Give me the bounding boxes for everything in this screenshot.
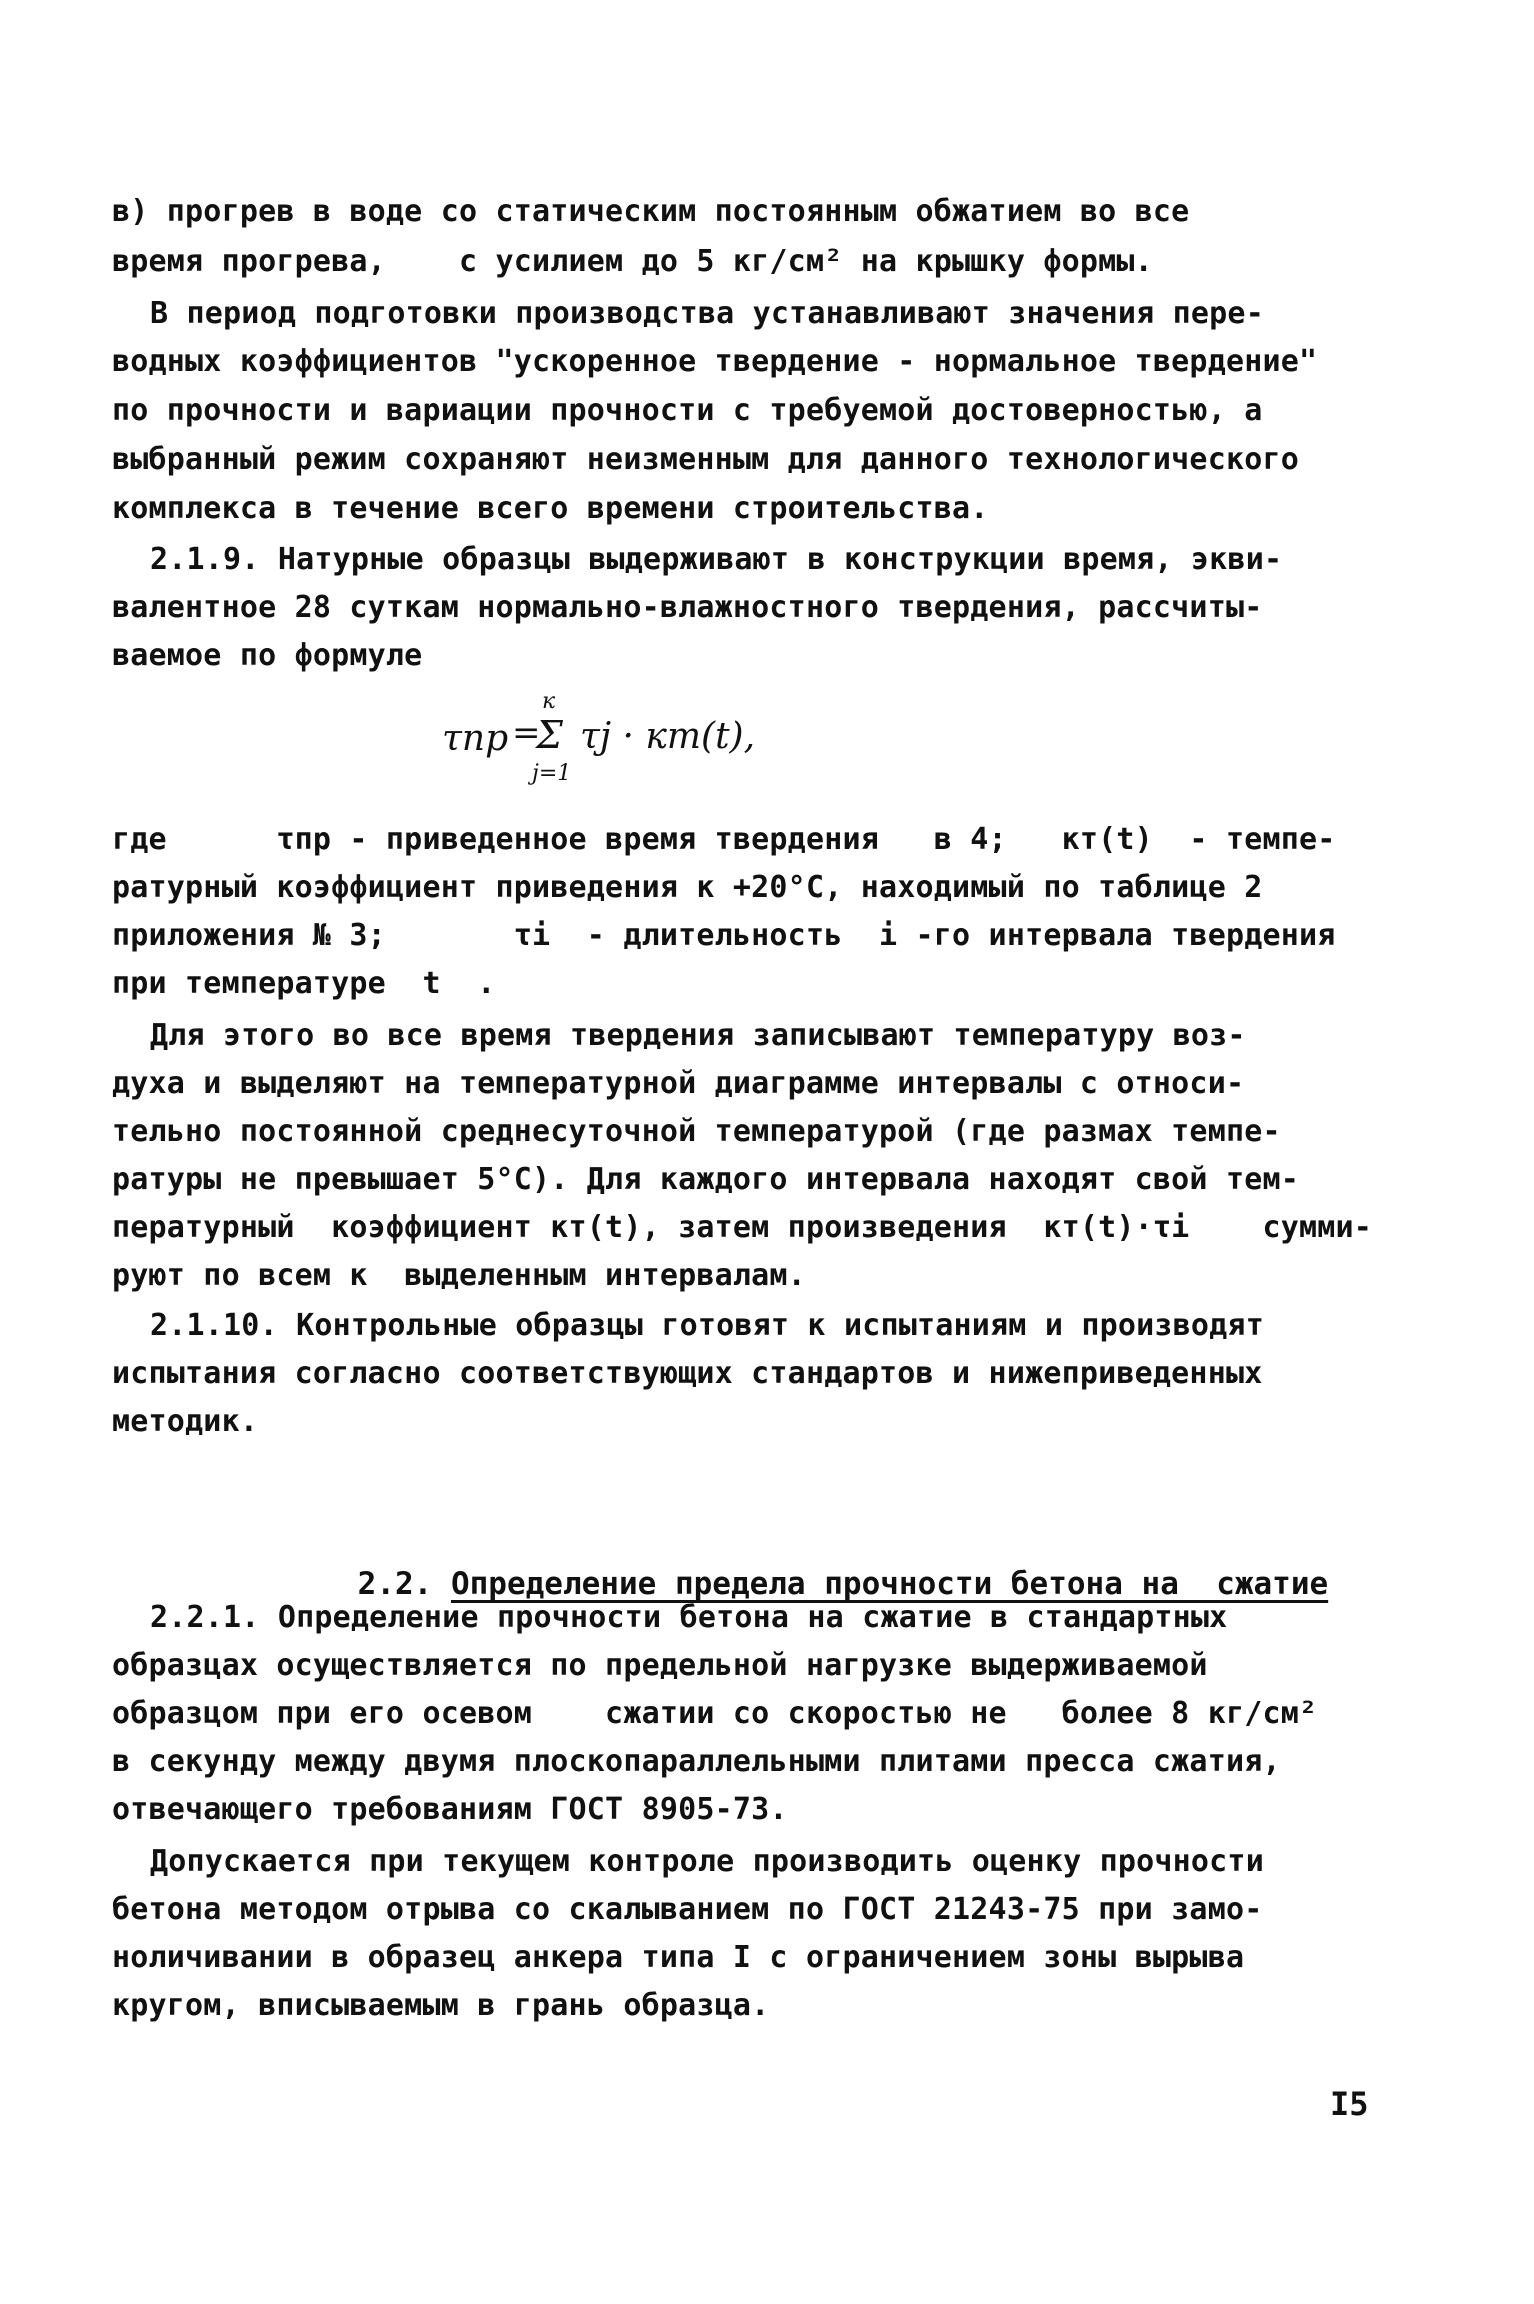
text-line: методик. <box>112 1404 259 1439</box>
formula-term: τj · кт(t), <box>580 716 756 757</box>
formula-equals: = <box>512 713 541 753</box>
text-line: где τпр - приведенное время твердения в 4; кт(t) - темпе- <box>112 822 1336 857</box>
formula-lhs: τпр <box>442 718 509 759</box>
text-line: В период подготовки производства устанавливают значения пере- <box>150 296 1264 331</box>
text-line: Для этого во все время твердения записывают температуру воз- <box>150 1018 1246 1053</box>
formula <box>440 684 860 794</box>
section-title: Определение предела прочности бетона на сжатие <box>450 1566 1329 1602</box>
text-line: приложения № 3; τi - длительность i -го интервала твердения <box>112 918 1336 953</box>
text-line: образцом при его осевом сжатии со скоростью не более 8 кг/см² <box>112 1696 1318 1731</box>
formula-upper-limit: к <box>542 689 556 714</box>
text-line: при температуре t . <box>112 966 496 1001</box>
text-line: выбранный режим сохраняют неизменным для данного технологического <box>112 442 1299 477</box>
text-line: водных коэффициентов "ускоренное твердение - нормальное твердение" <box>112 344 1318 379</box>
text-line: время прогрева, с усилием до 5 кг/см² на крышку формы. <box>112 244 1153 279</box>
text-line: 2.1.10. Контрольные образцы готовят к испытаниям и производят <box>150 1308 1264 1343</box>
text-line: по прочности и вариации прочности с требуемой достоверностью, а <box>112 393 1263 428</box>
text-line: отвечающего требованиям ГОСТ 8905-73. <box>112 1792 788 1827</box>
text-line: в секунду между двумя плоскопараллельными плитами пресса сжатия, <box>112 1744 1281 1779</box>
text-line: образцах осуществляется по предельной нагрузке выдерживаемой <box>112 1648 1208 1683</box>
text-line: 2.2.1. Определение прочности бетона на сжатие в стандартных <box>150 1600 1228 1635</box>
text-line: ваемое по формуле <box>112 638 423 673</box>
formula-sigma: Σ <box>536 713 563 757</box>
text-line: тельно постоянной среднесуточной температурой (где размах темпе- <box>112 1114 1281 1149</box>
text-line: 2.1.9. Натурные образцы выдерживают в конструкции время, экви- <box>150 542 1283 577</box>
formula-lower-limit: j=1 <box>532 761 572 786</box>
text-line: кругом, вписываемым в грань образца. <box>112 1988 770 2023</box>
page-number: I5 <box>1330 2085 1369 2123</box>
text-line: ратурный коэффициент приведения к +20°С, находимый по таблице 2 <box>112 870 1263 905</box>
text-line: руют по всем к выделенным интервалам. <box>112 1258 806 1293</box>
text-line: комплекса в течение всего времени строительства. <box>112 491 989 526</box>
section-number: 2.2. <box>357 1566 433 1602</box>
text-line: пературный коэффициент кт(t), затем произведения кт(t)·τi сумми- <box>112 1210 1373 1245</box>
text-line: валентное 28 суткам нормально-влажностного твердения, рассчиты- <box>112 590 1263 625</box>
text-line: духа и выделяют на температурной диаграмме интервалы с относи- <box>112 1066 1245 1101</box>
text-line: Допускается при текущем контроле производить оценку прочности <box>150 1844 1264 1879</box>
text-line: ратуры не превышает 5°С). Для каждого интервала находят свой тем- <box>112 1162 1299 1197</box>
text-line: в) прогрев в воде со статическим постоянным обжатием во все <box>112 194 1190 229</box>
text-line: ноличивании в образец анкера типа I с ограничением зоны вырыва <box>112 1940 1245 1975</box>
text-line: бетона методом отрыва со скалыванием по ГОСТ 21243-75 при замо- <box>112 1892 1263 1927</box>
text-line: испытания согласно соответствующих стандартов и нижеприведенных <box>112 1356 1263 1391</box>
